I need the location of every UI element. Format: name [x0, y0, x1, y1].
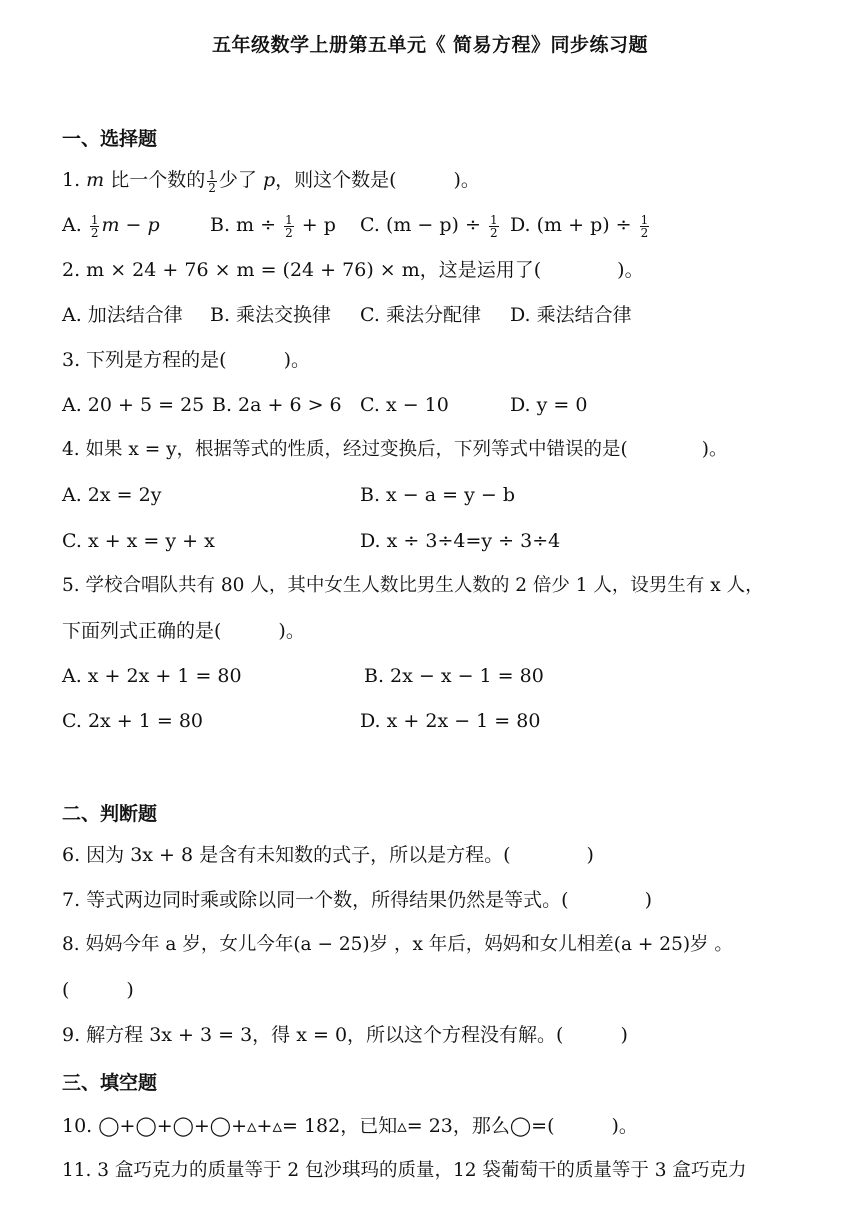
question-3: 3. 下列是方程的是( )。: [62, 349, 310, 371]
q5-option-a: A. x + 2x + 1 = 80: [62, 665, 242, 687]
q1-option-a: A. $\frac{1}{2}$ m − p: [62, 212, 160, 240]
q1-option-c: C. (m − p) ÷ $\frac{1}{2}$: [360, 212, 498, 240]
q3-option-d: D. y = 0: [510, 394, 588, 416]
q3-option-b: B. 2a + 6 > 6: [212, 394, 342, 416]
section-heading-fill: 三、填空题: [62, 1072, 158, 1094]
q5-option-b: B. 2x − x − 1 = 80: [364, 665, 544, 687]
section-heading-choice: 一、选择题: [62, 128, 158, 150]
question-7: 7. 等式两边同时乘或除以同一个数，所得结果仍然是等式。( ): [62, 889, 652, 911]
q2-option-b: B. 乘法交换律: [210, 304, 332, 326]
q1-option-b: B. m ÷ $\frac{1}{2}$ + p: [210, 212, 336, 240]
q3-option-c: C. x − 10: [360, 394, 449, 416]
page-title: 五年级数学上册第五单元《 简易方程》同步练习题: [211, 34, 649, 56]
q3-option-a: A. 20 + 5 = 25: [62, 394, 205, 416]
question-9: 9. 解方程 3x + 3 = 3，得 x = 0，所以这个方程没有解。( ): [62, 1024, 628, 1046]
q2-option-c: C. 乘法分配律: [360, 304, 481, 326]
question-5-line-2: 下面列式正确的是( )。: [62, 620, 305, 642]
q5-option-c: C. 2x + 1 = 80: [62, 710, 204, 732]
q1-option-d: D. (m + p) ÷ $\frac{1}{2}$: [510, 212, 649, 240]
question-1: 1. m 比一个数的 $\frac{1}{2}$ 少了 p，则这个数是( )。: [62, 167, 480, 195]
question-5-line-1: 5. 学校合唱队共有 80 人，其中女生人数比男生人数的 2 倍少 1 人，设男生有 x 人，: [62, 575, 764, 596]
question-6: 6. 因为 3x + 8 是含有未知数的式子，所以是方程。( ): [62, 844, 594, 866]
q4-option-c: C. x + x = y + x: [62, 530, 215, 552]
q2-option-d: D. 乘法结合律: [510, 304, 632, 326]
q4-option-a: A. 2x = 2y: [62, 484, 162, 506]
question-8-line-2: ( ): [62, 979, 134, 1001]
q4-option-d: D. x ÷ 3÷4=y ÷ 3÷4: [360, 530, 561, 552]
question-4: 4. 如果 x = y，根据等式的性质，经过变换后，下列等式中错误的是( )。: [62, 439, 728, 460]
q2-option-a: A. 加法结合律: [62, 304, 183, 326]
question-10: 10. ◯+◯+◯+◯+▵+▵= 182，已知▵= 23，那么◯=( )。: [62, 1115, 638, 1137]
q4-option-b: B. x − a = y − b: [360, 484, 515, 506]
question-8-line-1: 8. 妈妈今年 a 岁，女儿今年(a − 25)岁 ，x 年后，妈妈和女儿相差(a + 25)岁 。: [62, 934, 733, 955]
question-11: 11. 3 盒巧克力的质量等于 2 包沙琪玛的质量，12 袋葡萄干的质量等于 3 盒巧克力: [62, 1160, 747, 1181]
question-2: 2. m × 24 + 76 × m = (24 + 76) × m，这是运用了( )。: [62, 259, 644, 281]
q5-option-d: D. x + 2x − 1 = 80: [360, 710, 541, 732]
section-heading-judge: 二、判断题: [62, 803, 158, 825]
fraction: $\frac{1}{2}$: [208, 167, 216, 195]
